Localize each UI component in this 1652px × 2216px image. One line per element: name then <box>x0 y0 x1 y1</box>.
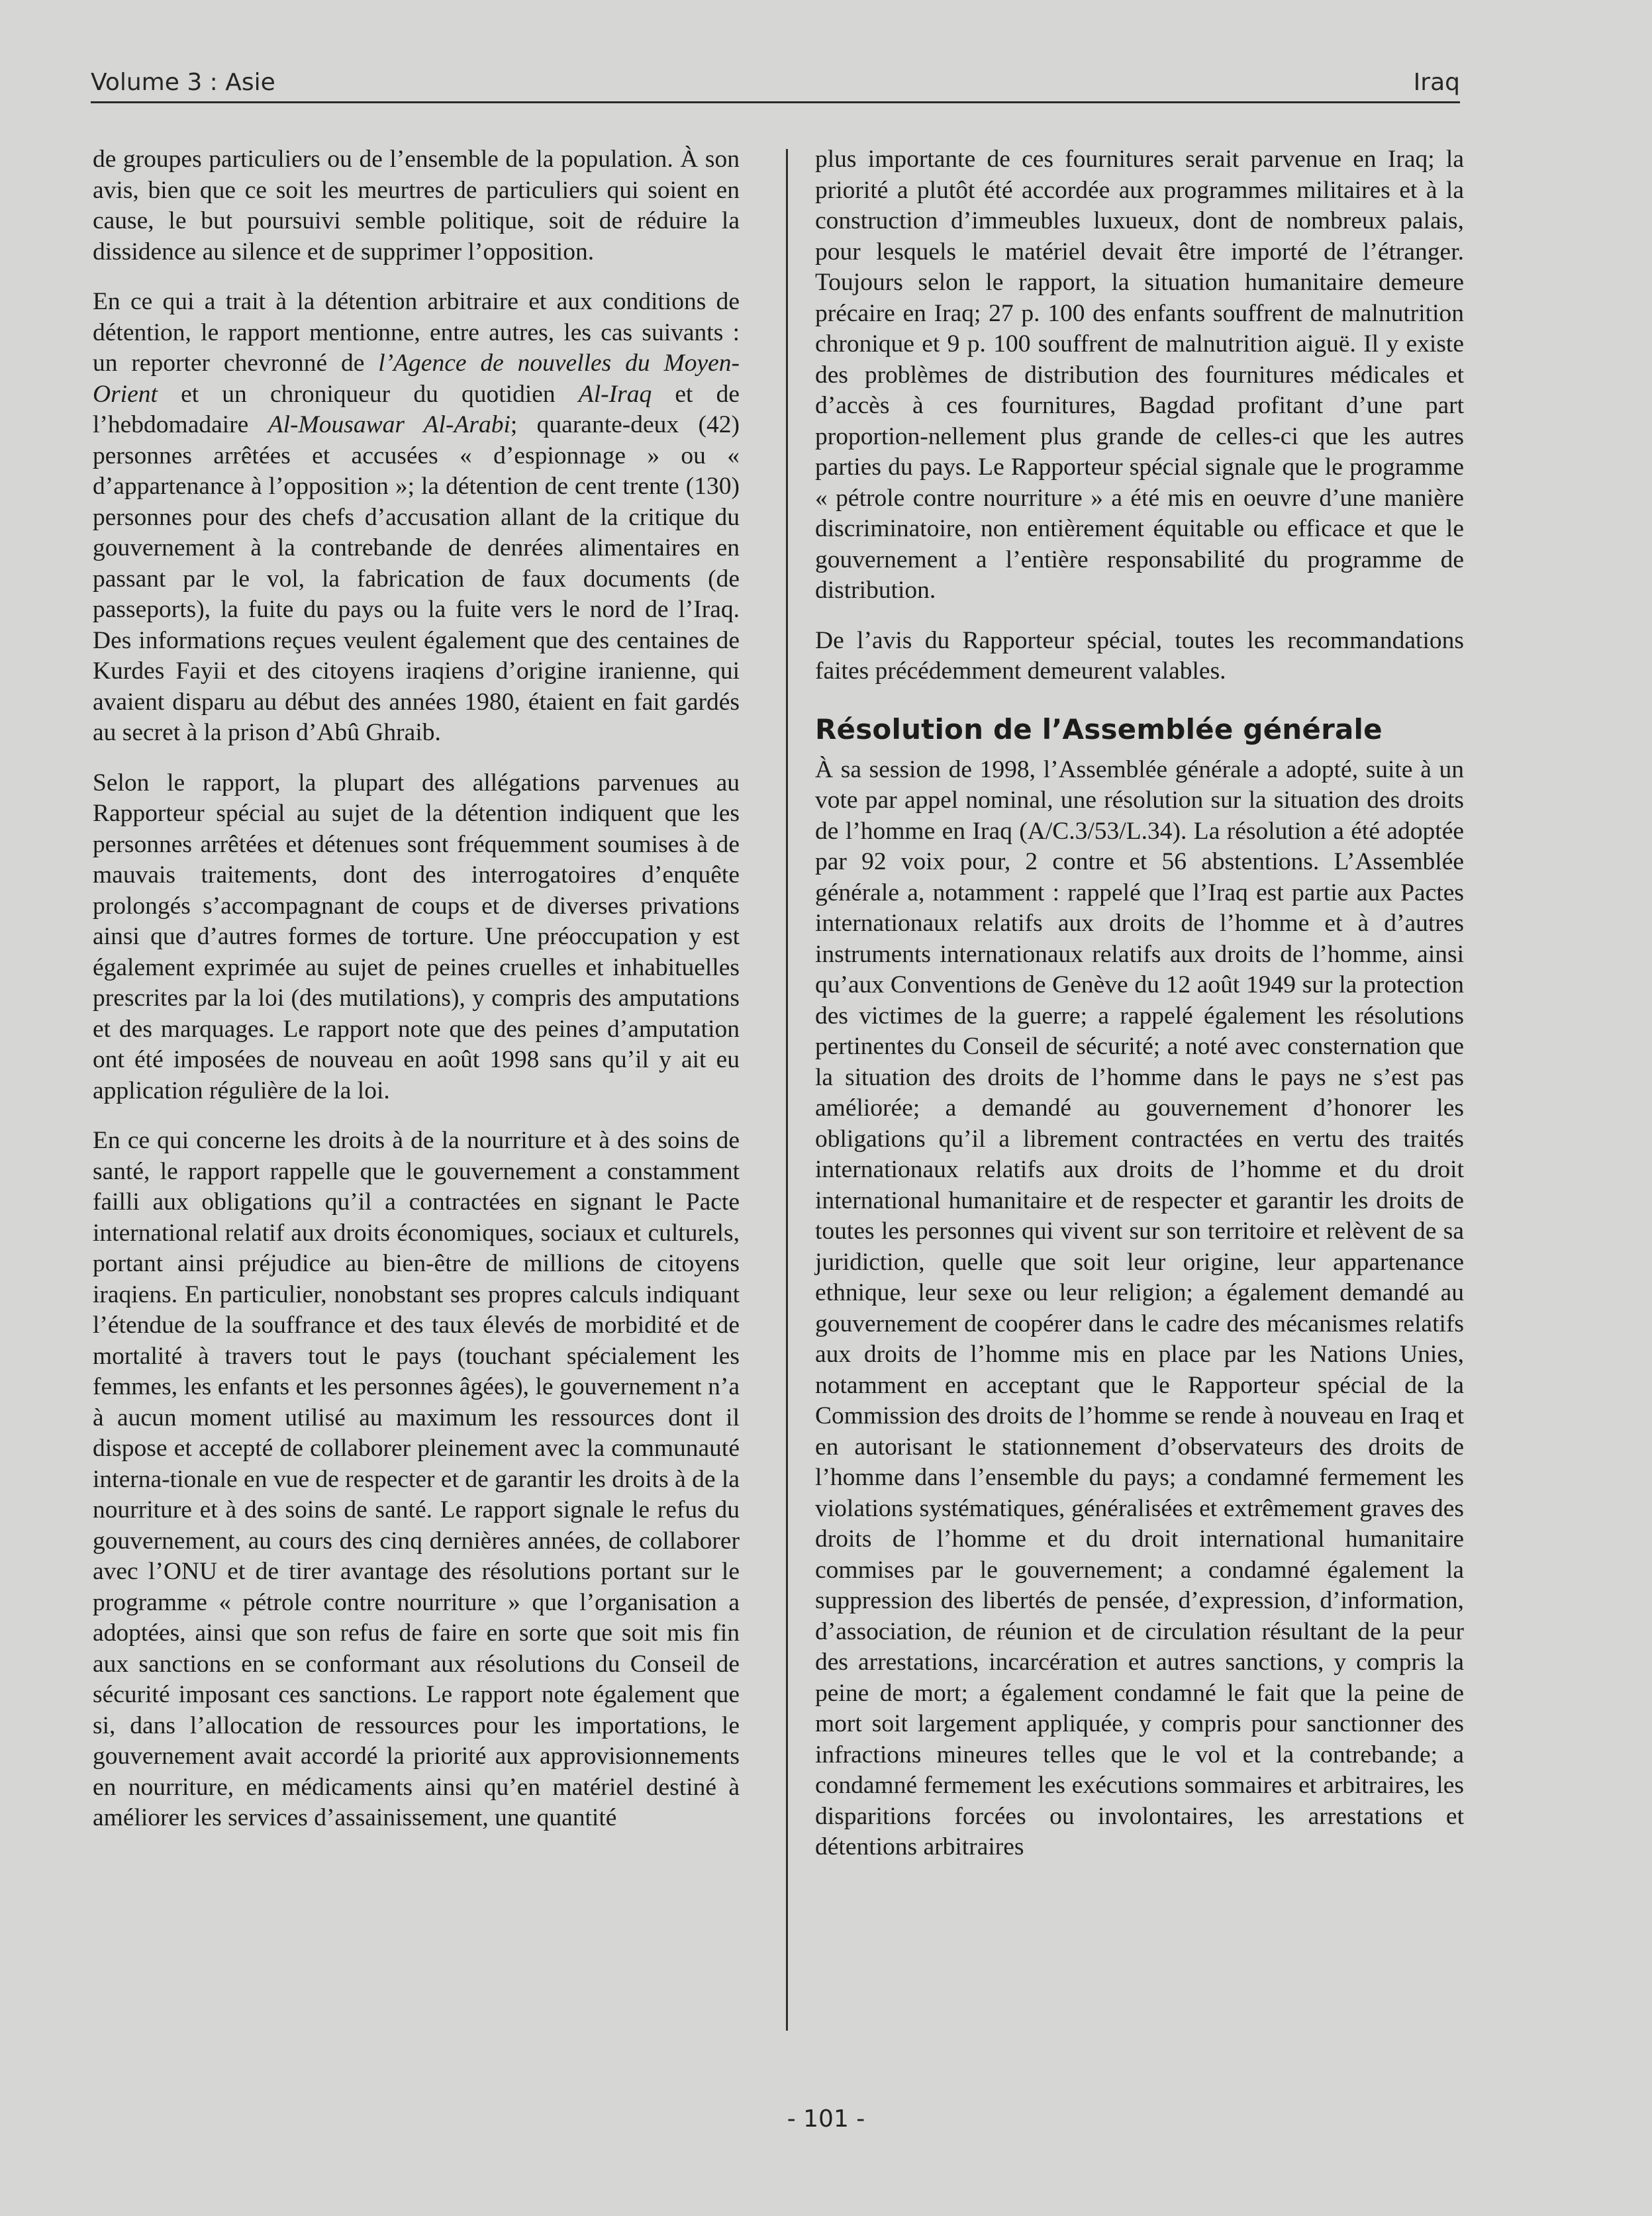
running-header <box>91 66 1460 106</box>
paragraph: Selon le rapport, la plupart des allégations parvenues au Rapporteur spécial au sujet de la détention indiquent que les personnes arrêtées et détenues sont fréquemment soumises à de mauvais traitements, dont des interrogatoires d’enquête prolongés s’accompagnant de coups et de diverses privations ainsi que d’autres formes de torture. Une préoccupation y est également exprimée au sujet de peines cruelles et inhabituelles prescrites par la loi (des mutilations), y compris des amputations et des marquages. Le rapport note que des peines d’amputation ont été imposées de nouveau en août 1998 sans qu’il y ait eu application régulière de la loi. <box>93 769 740 1104</box>
header-volume-title: Volume 3 : Asie <box>91 69 275 96</box>
column-divider <box>786 149 788 2031</box>
italic-agency-name: l’Agence de nouvelles du Moyen-Orient <box>93 350 740 408</box>
header-country: Iraq <box>1413 69 1460 96</box>
paragraph: plus importante de ces fournitures serait parvenue en Iraq; la priorité a plutôt été accordée aux programmes militaires et à la construction d’immeubles luxueux, dont de nombreux palais, pour lesquels le matériel devait être importé de l’étranger. Toujours selon le rapport, la situation humanitaire demeure précaire en Iraq; 27 p. 100 des enfants souffrent de malnutrition chronique et 9 p. 100 souffrent de malnutrition aiguë. Il y existe des problèmes de distribution des fournitures médicales et d’accès à ces fournitures, Bagdad profitant d’une part proportion-nellement plus grande de celles-ci que les autres parties du pays. Le Rapporteur spécial signale que le programme « pétrole contre nourriture » a été mis en oeuvre d’une manière discriminatoire, non entièrement équitable ou efficace et que le gouvernement a l’entière responsabilité du programme de distribution. <box>815 146 1464 604</box>
italic-newspaper-name: Al-Iraq <box>578 380 652 408</box>
italic-weekly-name: Al-Mousawar Al-Arabi <box>267 411 510 438</box>
paragraph-detention: En ce qui a trait à la détention arbitraire et aux conditions de détention, le rapport mentionne, entre autres, les cas suivants : un reporter chevronné de l’Agence de nouvelles du Moyen-Orient et un chroniqueur du quotidien Al-Iraq et de l’hebdomadaire Al-Mousawar Al-Arabi; quarante-deux (42) personnes arrêtées et accusées « d’espionnage » ou « d’appartenance à l’opposition »; la détention de cent trente (130) personnes pour des chefs d’accusation allant de la critique du gouvernement à la contrebande de denrées alimentaires en passant par le vol, la fabrication de faux documents (de passeports), la fuite du pays ou la fuite vers le nord de l’Iraq. Des informations reçues veulent également que des centaines de Kurdes Fayii et des citoyens iraqiens d’origine iranienne, qui avaient disparu au début des années 1980, étaient en fait gardés au secret à la prison d’Abû Ghraib. <box>93 288 740 746</box>
right-column <box>815 144 1464 1882</box>
section-heading: Résolution de l’Assemblée générale <box>815 712 1383 746</box>
left-column <box>93 144 740 1853</box>
paragraph: En ce qui concerne les droits à de la nourriture et à des soins de santé, le rapport rappelle que le gouvernement a constamment failli aux obligations qu’il a contractées en signant le Pacte international relatif aux droits économiques, sociaux et culturels, portant ainsi préjudice au bien-être de millions de citoyens iraqiens. En particulier, nonobstant ses propres calculs indiquant l’étendue de la souffrance et des taux élevés de morbidité et de mortalité à travers tout le pays (touchant spécialement les femmes, les enfants et les personnes âgées), le gouvernement n’a à aucun moment utilisé au maximum les ressources dont il dispose et accepté de collaborer pleinement avec la communauté interna-tionale en vue de respecter et de garantir les droits à de la nourriture et à des soins de santé. Le rapport signale le refus du gouvernement, au cours des cinq dernières années, de collaborer avec l’ONU et de tirer avantage des résolutions portant sur le programme « pétrole contre nourriture » que l’organisation a adoptées, ainsi que son refus de faire en sorte que soit mis fin aux sanctions en se conformant aux résolutions du Conseil de sécurité imposant ces sanctions. Le rapport note également que si, dans l’allocation de ressources pour les importations, le gouvernement avait accordé la priorité aux approvisionnements en nourriture, en médicaments ainsi qu’en matériel destiné à améliorer les services d’assainissement, une quantité <box>93 1127 740 1831</box>
paragraph: de groupes particuliers ou de l’ensemble de la population. À son avis, bien que ce soit les meurtres de particuliers qui soient en cause, le but poursuivi semble politique, soit de réduire la dissidence au silence et de supprimer l’opposition. <box>93 146 740 265</box>
page-number: - 101 - <box>787 2105 865 2133</box>
paragraph: À sa session de 1998, l’Assemblée générale a adopté, suite à un vote par appel nominal, une résolution sur la situation des droits de l’homme en Iraq (A/C.3/53/L.34). La résolution a été adoptée par 92 voix pour, 2 contre et 56 abstentions. L’Assemblée générale a, notamment : rappelé que l’Iraq est partie aux Pactes internationaux relatifs aux droits de l’homme et à d’autres instruments internationaux relatifs aux droits de l’homme, ainsi qu’aux Conventions de Genève du 12 août 1949 sur la protection des victimes de la guerre; a rappelé également les résolutions pertinentes du Conseil de sécurité; a noté avec consternation que la situation des droits de l’homme dans le pays ne s’est pas améliorée; a demandé au gouvernement d’honorer les obligations qu’il a librement contractées en vertu des traités internationaux relatifs aux droits de l’homme et du droit international humanitaire et de respecter et garantir les droits de toutes les personnes qui vivent sur son territoire et relèvent de sa juridiction, quelle que soit leur origine, leur appartenance ethnique, leur sexe ou leur religion; a également demandé au gouvernement de coopérer dans le cadre des mécanismes relatifs aux droits de l’homme mis en place par les Nations Unies, notamment en acceptant que le Rapporteur spécial de la Commission des droits de l’homme se rende à nouveau en Iraq et en autorisant le stationnement d’observateurs des droits de l’homme dans l’ensemble du pays; a condamné fermement les violations systématiques, généralisées et extrêmement graves des droits de l’homme et du droit international humanitaire commises par le gouvernement; a condamné également la suppression des libertés de pensée, d’expression, d’information, d’association, de réunion et de circulation résultant de la peur des arrestations, incarcération et autres sanctions, y compris la peine de mort; a également condamné le fait que la peine de mort soit largement appliquée, y compris pour sanctionner des infractions mineures telles que le vol et la contrebande; a condamné fermement les exécutions sommaires et arbitraires, les disparitions forcées ou involontaires, les arrestations et détentions arbitraires <box>815 755 1464 1860</box>
paragraph: De l’avis du Rapporteur spécial, toutes les recommandations faites précédemment demeurent valables. <box>815 626 1464 685</box>
header-rule <box>91 101 1460 103</box>
